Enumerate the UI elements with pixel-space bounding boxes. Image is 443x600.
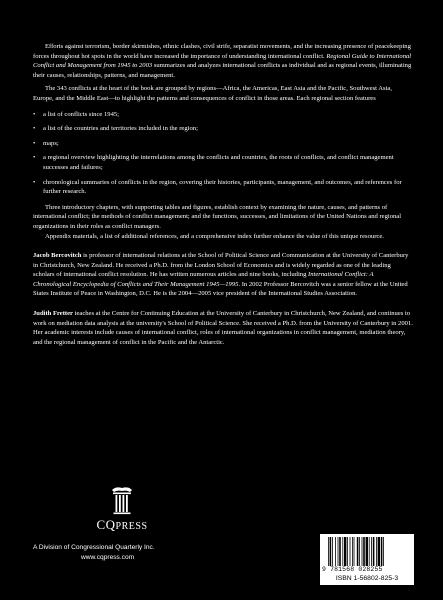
intro-text: Efforts against terrorism, border skirmishes, ethnic clashes, civil strife, separatist movements, and the increasing presence of peacekeeping forces throughout hot spots in the world have increased the importance of understanding international conflict.: [33, 43, 411, 60]
barcode-bar: [369, 537, 370, 566]
logo-press-text: PRESS: [115, 521, 148, 532]
bullet-icon: •: [33, 154, 36, 162]
barcode-bar: [330, 537, 332, 566]
barcode-bar: [335, 537, 336, 566]
list-item: • maps;: [33, 139, 59, 147]
chapters-paragraph: Three introductory chapters, with supporting tables and figures, establish context by examining the nature, causes, and patterns of international conflict; the methods of conflict management; and the functions, successes, and limitations of the United Nations and regional organizations in their roles as conflict managers.: [33, 203, 402, 230]
barcode-bar: [376, 537, 377, 566]
logo-cq-text: CQ: [96, 517, 116, 532]
barcode-bar: [363, 537, 365, 566]
barcode-bar: [359, 537, 360, 566]
list-item: • a list of conflicts since 1945;: [33, 110, 119, 118]
barcode-bar: [328, 537, 329, 566]
isbn-number: ISBN 1-56802-825-3: [335, 575, 399, 582]
author-book-title: International Conflict: A Chronological Encyclopedia of Conflicts and Their Management 1945—1995: [33, 271, 374, 288]
author-name: Judith Fretter: [33, 310, 73, 318]
intro-paragraph: [33, 42, 413, 80]
author-bio-fretter: Judith Fretter teaches at the Centre for Continuing Education at the University of Canterbury in Christchurch, New Zealand, and continues to work on mediation data analysis at the university's School of Political Science. She received a Ph.D. from the University of Canterbury in 2001. Her academic interests include causes of international conflict, roles of international organizations in conflict management, mediation theory, and the regional management of conflict in the Pacific and the Antarctic.: [33, 310, 413, 346]
intro-text-continued: summarizes and analyzes international conflicts as individual and as regional events, illuminating their causes, relationships, patterns, and management.: [33, 62, 412, 79]
barcode-bar: [383, 537, 384, 566]
bullet-icon: •: [33, 125, 36, 133]
barcode-bar: [342, 537, 343, 566]
back-cover-text: [33, 42, 413, 347]
barcode-bar: [350, 537, 351, 566]
barcode-bar: [352, 537, 353, 566]
barcode-bar: [339, 537, 341, 566]
publisher-info: [33, 543, 223, 563]
barcode-bar: [362, 537, 363, 566]
appendix-paragraph: Appendix materials, a list of additional references, and a comprehensive index further enhance the value of this unique resource.: [45, 232, 384, 240]
barcode-bar: [338, 537, 339, 566]
author-name: Jacob Bercovitch: [33, 252, 82, 260]
list-item: • a regional overview highlighting the interrelations among the conflicts and countries, the roots of conflicts, and conflict management successes and failures;: [33, 154, 394, 171]
isbn-barcode: [320, 534, 414, 585]
list-item: • chronological summaries of conflicts in the region, covering their histories, participants, management, and outcomes, and references for further research.: [33, 178, 402, 196]
column-icon: [111, 486, 133, 516]
barcode-bar: [366, 537, 368, 566]
barcode-bar: [332, 537, 333, 566]
barcode-digits: 9 781568 028255: [322, 566, 383, 573]
book-title: Regional Guide to International Conflict and Management from 1945 to 2003: [33, 52, 412, 70]
barcode-bars: [328, 537, 406, 569]
regions-paragraph: The 343 conflicts at the heart of the book are grouped by regions—Africa, the Americas, East Asia and the Pacific, Southwest Asia, Europe, and the Middle East—to highlight the patterns and consequences of conflict in those areas. Each regional section features: [33, 85, 392, 102]
barcode-bar: [357, 537, 359, 566]
publisher-url: www.cqpress.com: [81, 554, 135, 561]
barcode-bar: [344, 537, 346, 566]
barcode-bar: [347, 537, 348, 566]
author-bio-bercovitch: Jacob Bercovitch is professor of international relations at the School of Political Science and Communication at the University of Canterbury in Christchurch, New Zealand. He received a Ph.D. from the London School of Economics and is widely regarded as one of the leading scholars of international conflict resolution. He has written numerous articles and nine books, including International Conflict: A Chronological Encyclopedia of Conflicts and Their Management 1945—1995. In 2002 Professor Bercovitch was a senior fellow at the United States Institute of Peace in Washington, D.C. He is the 2004—2005 vice president of the International Studies Association.: [33, 252, 409, 298]
barcode-bar: [373, 537, 375, 566]
bullet-icon: •: [33, 139, 36, 147]
cq-press-logo: [92, 486, 152, 534]
barcode-bar: [371, 537, 372, 566]
bullet-icon: •: [33, 110, 36, 118]
barcode-bar: [378, 537, 380, 566]
bullet-icon: •: [33, 178, 36, 186]
features-list: [33, 110, 413, 197]
barcode-bar: [354, 537, 355, 566]
barcode-bar: [381, 537, 383, 566]
list-item: • a list of the countries and territories included in the region;: [33, 125, 198, 133]
publisher-division: A Division of Congressional Quarterly Inc.: [33, 544, 155, 551]
